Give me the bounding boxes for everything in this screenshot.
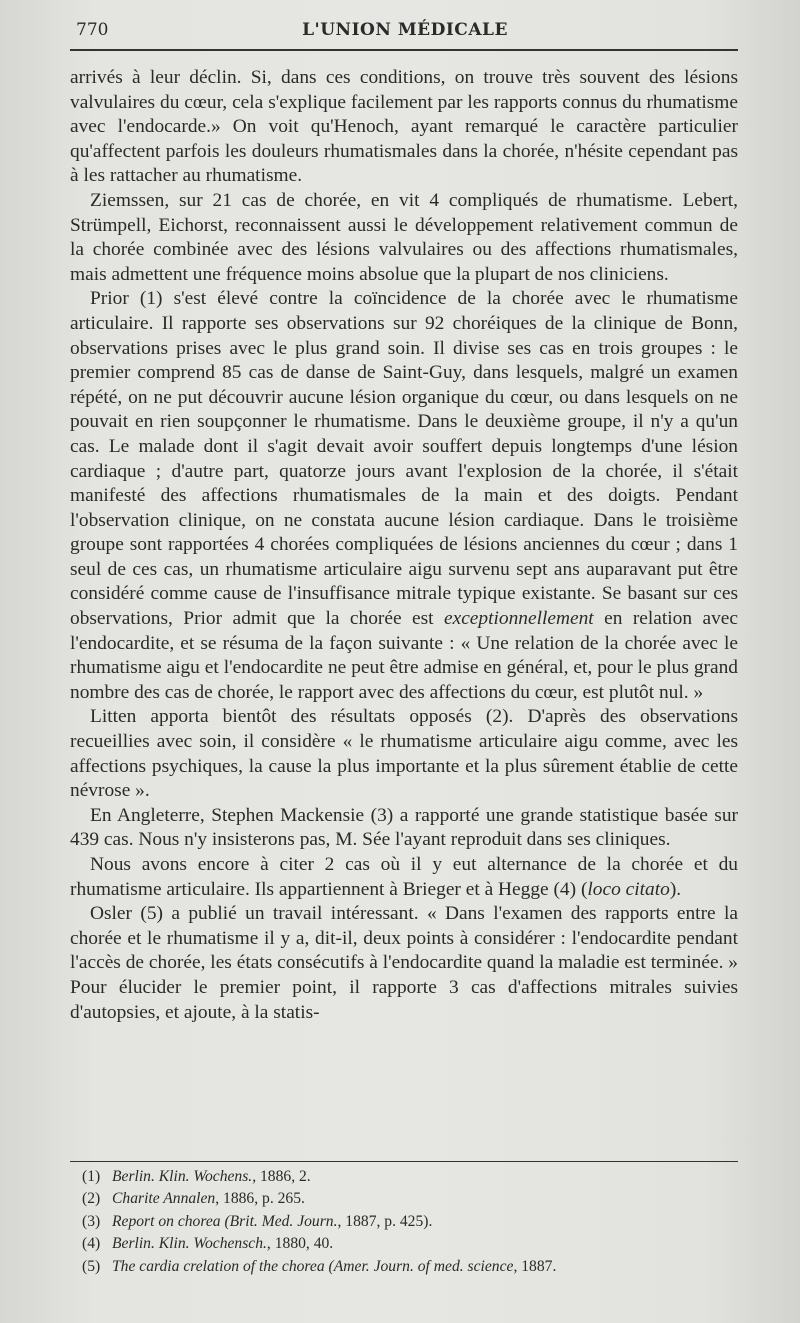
prior-emphasis: exceptionnellement bbox=[443, 608, 594, 630]
footnote bbox=[82, 1188, 732, 1210]
footnote bbox=[82, 1211, 732, 1233]
footnote-rest: , 1886, 2. bbox=[252, 1168, 311, 1185]
footnote-ref: Berlin. Klin. Wochensch. bbox=[112, 1235, 267, 1253]
paragraph-prior bbox=[70, 287, 738, 705]
footnote-rest: , 1887. bbox=[513, 1257, 557, 1275]
hegge-open: ( bbox=[580, 878, 588, 900]
brieger-text: Nous avons encore à citer 2 cas où il y eut alternance de la chorée et du rhumatisme articulaire. Ils appartiennent à Brieger et à Hegge (4) bbox=[70, 854, 738, 900]
footnote-number: (3) bbox=[82, 1212, 101, 1230]
footnote-number: (1) bbox=[82, 1168, 101, 1185]
footnote-number: (5) bbox=[82, 1257, 101, 1275]
footnote-ref: The cardia crelation of the chorea (Amer. Journ. of med. science bbox=[112, 1257, 514, 1275]
footnotes bbox=[82, 1166, 732, 1278]
paragraph-brieger-hegge bbox=[70, 853, 738, 902]
header-rule bbox=[70, 49, 738, 51]
footnote bbox=[82, 1233, 732, 1255]
article-body bbox=[70, 66, 738, 1025]
paragraph-litten: Litten apporta bientôt des résultats opposés (2). D'après des observations recueillies avec soin, il considère « le rhumatisme articulaire aigu comme, avec les affections psychiques, la cause la plus importante et la plus sûrement établie de cette névrose ». bbox=[70, 706, 738, 802]
footnote bbox=[82, 1166, 732, 1188]
footnote-rule bbox=[70, 1161, 738, 1162]
footnote-number: (4) bbox=[82, 1235, 101, 1253]
footnote-number: (2) bbox=[82, 1190, 101, 1208]
journal-title: L'UNION MÉDICALE bbox=[302, 20, 508, 40]
paragraph-mackensie: En Angleterre, Stephen Mackensie (3) a rapporté une grande statistique basée sur 439 cas. Nous n'y insisterons pas, M. Sée l'ayant reproduit dans ses cliniques. bbox=[70, 804, 738, 851]
footnote-ref: Charite Annalen bbox=[112, 1190, 216, 1208]
footnote bbox=[82, 1256, 732, 1278]
hegge-citation: loco citato bbox=[587, 878, 670, 900]
paragraph-henoch: arrivés à leur déclin. Si, dans ces conditions, on trouve très souvent des lésions valvulaires du cœur, cela s'explique facilement par les rapports connus du rhumatisme avec l'endocarde.» On voit qu'Henoch, ayant remarqué le caractère particulier qu'affectent parfois les douleurs rhumatismales dans la chorée, n'hésite cependant pas à les rattacher au rhumatisme. bbox=[70, 67, 738, 187]
footnote-rest: , 1887, p. 425). bbox=[337, 1212, 433, 1230]
footnote-ref: Berlin. Klin. Wochens. bbox=[112, 1168, 253, 1185]
footnote-rest: , 1886, p. 265. bbox=[215, 1190, 305, 1208]
prior-text: Prior (1) s'est élevé contre la coïncidence de la chorée avec le rhumatisme articulaire. Il rapporte ses observations sur 92 choréiques de la clinique de Bonn, observations prises avec le plus grand soin. Il divise ses cas en trois groupes : le premier comprend 85 cas de danse de Saint-Guy, dans lesquels, malgré un examen répété, on ne put découvrir aucune lésion organique du cœur, ou dans lesquels on ne pouvait en rien soupçonner le rhumatisme. Dans le deuxième groupe, il n'y a qu'un cas. Le malade dont il s'agit devait avoir souffert depuis longtemps d'une lésion cardiaque ; d'autre part, quatorze jours avant l'explosion de la chorée, il s'était manifesté des affections rhumatismales de la main et des doigts. Pendant l'observation clinique, on ne constata aucune lésion cardiaque. Dans le troisième groupe sont rapportées 4 chorées compliquées de lésions anciennes du cœur ; dans 1 seul de ces cas, un rhumatisme articulaire aigu survenu sept ans auparavant put être considéré comme cause de l'insuffisance mitrale typique existante. Se basant sur ces observations, Prior admit que la chorée est bbox=[70, 288, 738, 630]
running-head bbox=[70, 18, 740, 46]
prior-tail: en relation avec l'endocardite, et se résuma de la façon suivante : « Une relation de la chorée avec le rhumatisme aigu et l'endocardite ne peut être admise en général, et, pour le plus grand nombre des cas de chorée, le rapport avec des affections du cœur, est plutôt nul. » bbox=[70, 608, 738, 703]
hegge-end: ). bbox=[669, 878, 682, 900]
paragraph-ziemssen: Ziemssen, sur 21 cas de chorée, en vit 4 compliqués de rhumatisme. Lebert, Strümpell, Eichorst, reconnaissent aussi le développement relativement commun de la chorée combinée avec des lésions valvulaires ou des affections rhumatismales, mais admettent une fréquence moins absolue que la plupart de nos cliniciens. bbox=[70, 189, 738, 285]
footnote-rest: , 1880, 40. bbox=[266, 1235, 334, 1253]
footnote-ref: Report on chorea (Brit. Med. Journ. bbox=[112, 1212, 338, 1230]
page-number: 770 bbox=[76, 20, 109, 40]
paragraph-osler: Osler (5) a publié un travail intéressant. « Dans l'examen des rapports entre la chorée et le rhumatisme il y a, dit-il, deux points à considérer : l'endocardite pendant l'accès de chorée, les états consécutifs à l'endocardite quand la maladie est terminée. » Pour élucider le premier point, il rapporte 3 cas d'affections mitrales suivies d'autopsies, et ajoute, à la statis- bbox=[70, 903, 738, 1023]
